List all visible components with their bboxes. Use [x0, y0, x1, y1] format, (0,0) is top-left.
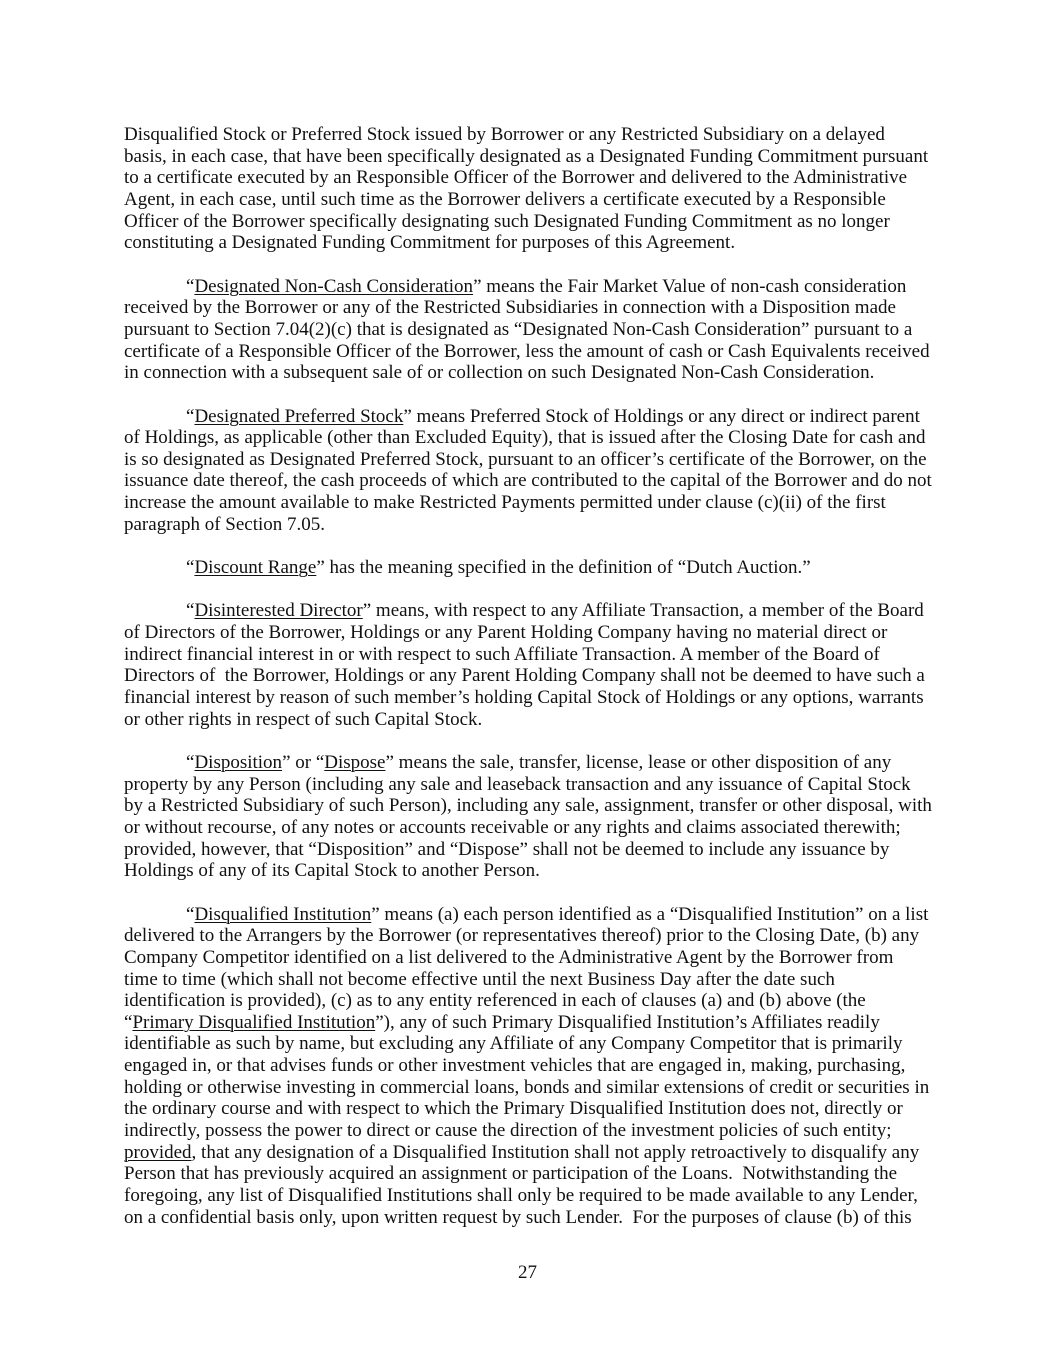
text-run: ” means, with respect to any Affiliate Transaction, a member of the Board	[362, 600, 924, 622]
text-run: to a certificate executed by an Responsible Officer of the Borrower and delivered to the Administrative	[124, 167, 908, 189]
definition-paragraph	[124, 904, 944, 1229]
text-run: of Holdings, as applicable (other than Excluded Equity), that is issued after the Closing Date for cash and	[124, 427, 926, 449]
text-run: is so designated as Designated Preferred Stock, pursuant to an officer’s certificate of the Borrower, on the	[124, 448, 927, 470]
text-run: “	[186, 275, 195, 297]
text-run: certificate of a Responsible Officer of the Borrower, less the amount of cash or Cash Equivalents received	[124, 340, 930, 362]
text-line	[124, 146, 944, 168]
text-run: on a confidential basis only, upon written request by such Lender. For the purposes of clause (b) of this	[124, 1206, 912, 1228]
text-run: pursuant to Section 7.04(2)(c) that is designated as “Designated Non-Cash Consideration” pursuant to a	[124, 318, 913, 340]
text-run: holding or otherwise investing in commercial loans, bonds and similar extensions of credit or securities in	[124, 1076, 930, 1098]
text-line	[124, 557, 944, 579]
text-line	[124, 795, 944, 817]
definition-paragraph	[124, 752, 944, 882]
text-run: constituting a Designated Funding Commitment for purposes of this Agreement.	[124, 232, 736, 254]
text-line	[124, 1098, 944, 1120]
underlined-term: Primary Disqualified Institution	[132, 1011, 376, 1033]
text-line	[124, 319, 944, 341]
document-body	[124, 124, 944, 1250]
text-line	[124, 600, 944, 622]
text-run: property by any Person (including any sale and leaseback transaction and any issuance of Capital Stock	[124, 773, 911, 795]
text-run: Person that has previously acquired an assignment or participation of the Loans. Notwithstanding the	[124, 1163, 898, 1185]
text-line	[124, 124, 944, 146]
text-run: ” means the Fair Market Value of non-cash consideration	[473, 275, 907, 297]
text-run: ” means Preferred Stock of Holdings or any direct or indirect parent	[403, 405, 920, 427]
text-line	[124, 774, 944, 796]
text-line	[124, 1033, 944, 1055]
text-run: Disqualified Stock or Preferred Stock issued by Borrower or any Restricted Subsidiary on a delayed	[124, 124, 885, 145]
text-line	[124, 839, 944, 861]
text-run: Directors of the Borrower, Holdings or any Parent Holding Company shall not be deemed to have such a	[124, 665, 925, 687]
underlined-term: Disqualified Institution	[194, 903, 372, 925]
text-run: “	[186, 751, 195, 773]
text-line	[124, 817, 944, 839]
text-run: financial interest by reason of such member’s holding Capital Stock of Holdings or any options, warrants	[124, 687, 924, 708]
text-line	[124, 925, 944, 947]
text-line	[124, 947, 944, 969]
text-run: indirect financial interest in or with respect to such Affiliate Transaction. A member of the Board of	[124, 643, 880, 665]
text-line	[124, 297, 944, 319]
text-run: or without recourse, of any notes or accounts receivable or any rights and claims associated therewith;	[124, 816, 901, 838]
underlined-term: Disinterested Director	[194, 600, 363, 622]
definition-paragraph	[124, 600, 944, 730]
text-run: of Directors of the Borrower, Holdings or any Parent Holding Company having no material direct or	[124, 622, 888, 644]
text-line	[124, 470, 944, 492]
text-run: “	[186, 405, 195, 427]
text-line	[124, 1012, 944, 1034]
text-run: “	[124, 1011, 133, 1033]
text-run: “	[186, 557, 195, 579]
text-run: in connection with a subsequent sale of or collection on such Designated Non-Cash Consideration.	[124, 362, 875, 384]
text-run: “	[186, 600, 195, 622]
text-run: ” has the meaning specified in the definition of “Dutch Auction.”	[316, 557, 811, 579]
text-line	[124, 622, 944, 644]
text-run: ”), any of such Primary Disqualified Institution’s Affiliates readily	[375, 1011, 880, 1033]
underlined-term: Disposition	[194, 751, 283, 773]
text-line	[124, 709, 944, 731]
text-line	[124, 990, 944, 1012]
text-run: ” or “	[282, 751, 325, 773]
text-run: provided, however, that “Disposition” and “Dispose” shall not be deemed to include any issuance by	[124, 838, 890, 860]
text-line	[124, 1120, 944, 1142]
text-run: or other rights in respect of such Capital Stock.	[124, 708, 483, 730]
definition-paragraph	[124, 406, 944, 536]
text-run: ” means the sale, transfer, license, lease or other disposition of any	[385, 751, 892, 773]
text-line	[124, 644, 944, 666]
text-run: Agent, in each case, until such time as the Borrower delivers a certificate executed by a Responsible	[124, 188, 886, 210]
text-line	[124, 752, 944, 774]
text-line	[124, 276, 944, 298]
text-line	[124, 167, 944, 189]
text-run: “	[186, 903, 195, 925]
text-run: engaged in, or that advises funds or other investment vehicles that are engaged in, making, purchasing,	[124, 1055, 906, 1077]
text-run: Holdings of any of its Capital Stock to another Person.	[124, 860, 540, 882]
text-run: delivered to the Arrangers by the Borrower (or representatives thereof) prior to the Closing Date, (b) any	[124, 925, 920, 947]
text-line	[124, 1077, 944, 1099]
text-line	[124, 1142, 944, 1164]
text-line	[124, 1055, 944, 1077]
text-run: , that any designation of a Disqualified Institution shall not apply retroactively to disqualify any	[191, 1141, 920, 1163]
text-run: basis, in each case, that have been specifically designated as a Designated Funding Commitment pursuant	[124, 145, 929, 167]
text-run: identifiable as such by name, but excluding any Affiliate of any Company Competitor that is primarily	[124, 1033, 903, 1055]
text-run: issuance date thereof, the cash proceeds of which are contributed to the capital of the Borrower and do not	[124, 470, 932, 492]
text-line	[124, 514, 944, 536]
text-run: ” means (a) each person identified as a “Disqualified Institution” on a list	[371, 903, 929, 925]
text-line	[124, 969, 944, 991]
text-line	[124, 232, 944, 254]
text-line	[124, 189, 944, 211]
definition-paragraph	[124, 557, 944, 579]
text-line	[124, 362, 944, 384]
page-number: 27	[518, 1262, 537, 1283]
text-run: identification is provided), (c) as to any entity referenced in each of clauses (a) and (b) above (the	[124, 990, 866, 1012]
text-run: the ordinary course and with respect to which the Primary Disqualified Institution does not, directly or	[124, 1098, 903, 1120]
underlined-term: Discount Range	[194, 557, 317, 579]
text-run: foregoing, any list of Disqualified Institutions shall only be required to be made available to any Lender,	[124, 1185, 918, 1207]
text-line	[124, 211, 944, 233]
text-line	[124, 341, 944, 363]
text-line	[124, 406, 944, 428]
underlined-term: Designated Preferred Stock	[194, 405, 404, 427]
text-line	[124, 1163, 944, 1185]
text-line	[124, 492, 944, 514]
text-line	[124, 904, 944, 926]
text-run: paragraph of Section 7.05.	[124, 513, 326, 535]
text-run: increase the amount available to make Restricted Payments permitted under clause (c)(ii) of the first	[124, 492, 886, 514]
text-line	[124, 665, 944, 687]
text-line	[124, 860, 944, 882]
text-line	[124, 1207, 944, 1229]
text-run: time to time (which shall not become effective until the next Business Day after the date such	[124, 968, 835, 990]
text-run: by a Restricted Subsidiary of such Person), including any sale, assignment, transfer or other disposal, with	[124, 795, 932, 817]
definition-paragraph	[124, 276, 944, 384]
text-run: indirectly, possess the power to direct or cause the direction of the investment policies of such entity;	[124, 1120, 892, 1142]
text-run: received by the Borrower or any of the Restricted Subsidiaries in connection with a Disposition made	[124, 297, 896, 319]
underlined-term: provided	[124, 1141, 192, 1163]
text-line	[124, 449, 944, 471]
continued-paragraph	[124, 124, 944, 254]
text-run: Officer of the Borrower specifically designating such Designated Funding Commitment as no longer	[124, 210, 890, 232]
underlined-term: Dispose	[324, 751, 386, 773]
underlined-term: Designated Non-Cash Consideration	[194, 275, 474, 297]
text-line	[124, 687, 944, 709]
text-line	[124, 427, 944, 449]
text-line	[124, 1185, 944, 1207]
text-run: Company Competitor identified on a list delivered to the Administrative Agent by the Borrower from	[124, 946, 894, 968]
